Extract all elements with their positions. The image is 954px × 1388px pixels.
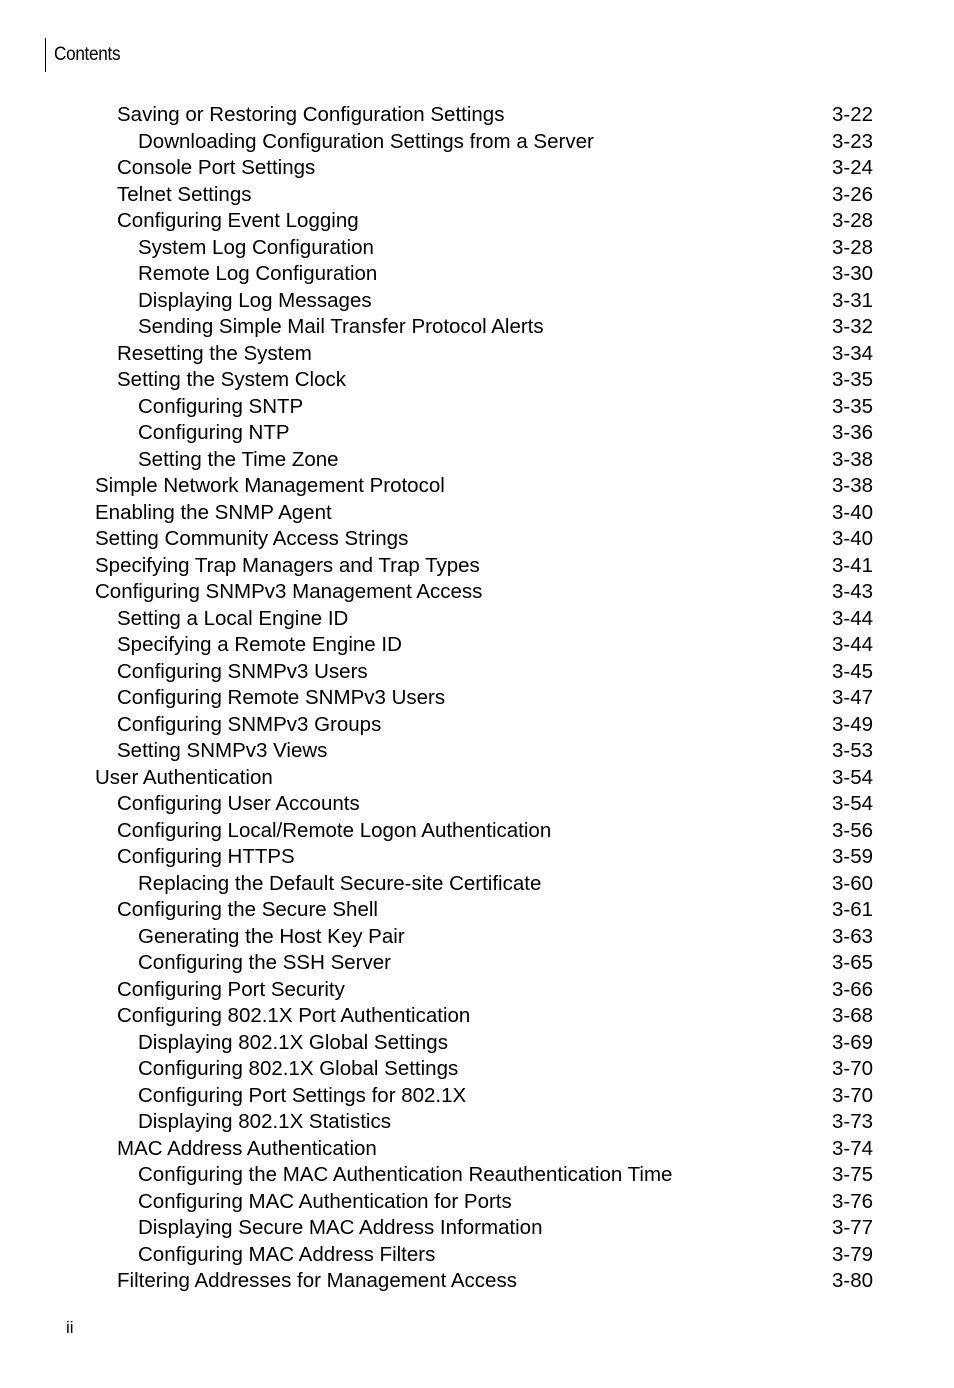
toc-entry [0, 1268, 954, 1295]
toc-entry-page: 3-76 [831, 1189, 873, 1213]
toc-entry-title: Displaying Secure MAC Address Information [138, 1216, 543, 1239]
toc-entry-title: Configuring 802.1X Global Settings [138, 1057, 459, 1080]
toc-entry-title: Saving or Restoring Configuration Settings [117, 103, 505, 126]
toc-entry-page: 3-35 [831, 368, 873, 391]
toc-entry-title: Specifying Trap Managers and Trap Types [95, 553, 480, 577]
toc-entry [0, 844, 954, 871]
toc-entry [0, 367, 954, 394]
toc-entry [0, 473, 954, 500]
toc-entry-page: 3-47 [831, 686, 873, 709]
toc-entry-title: Setting a Local Engine ID [117, 606, 349, 630]
toc-entry-title: Resetting the System [117, 341, 312, 365]
toc-entry [0, 1242, 954, 1269]
toc-entry [0, 579, 954, 606]
toc-entry-title: User Authentication [95, 765, 273, 789]
toc-entry [0, 1136, 954, 1163]
toc-entry [0, 659, 954, 686]
toc-entry-title: MAC Address Authentication [117, 1136, 377, 1160]
footer-page-number: ii [66, 1318, 74, 1337]
toc-entry [0, 420, 954, 447]
toc-entry [0, 500, 954, 527]
toc-entry-page: 3-65 [831, 951, 873, 974]
toc-entry-title: Replacing the Default Secure-site Certificate [138, 871, 542, 895]
toc-entry-page: 3-31 [831, 288, 873, 312]
toc-entry [0, 977, 954, 1004]
toc-entry-page: 3-77 [831, 1216, 873, 1239]
toc-entry [0, 606, 954, 633]
table-of-contents [0, 102, 954, 1295]
toc-entry [0, 288, 954, 315]
toc-entry-page: 3-34 [831, 341, 873, 365]
toc-entry-title: Configuring MAC Address Filters [138, 1242, 436, 1266]
toc-entry-title: System Log Configuration [138, 235, 374, 259]
toc-entry-page: 3-28 [831, 209, 873, 232]
toc-entry-page: 3-70 [831, 1083, 873, 1107]
toc-entry-title: Configuring Port Security [117, 977, 345, 1001]
toc-entry-page: 3-40 [831, 527, 873, 550]
toc-entry [0, 791, 954, 818]
toc-entry-title: Generating the Host Key Pair [138, 924, 405, 948]
toc-entry-title: Configuring Port Settings for 802.1X [138, 1083, 467, 1107]
toc-entry-title: Setting SNMPv3 Views [117, 739, 328, 762]
toc-entry [0, 447, 954, 474]
toc-entry-page: 3-73 [831, 1110, 873, 1133]
toc-entry-page: 3-45 [831, 659, 873, 683]
toc-entry-page: 3-44 [831, 633, 873, 656]
toc-entry [0, 1003, 954, 1030]
toc-entry-title: Displaying 802.1X Statistics [138, 1110, 391, 1133]
toc-entry-title: Configuring Event Logging [117, 209, 359, 232]
toc-entry [0, 1162, 954, 1189]
toc-entry-title: Configuring Remote SNMPv3 Users [117, 686, 446, 709]
toc-entry [0, 685, 954, 712]
toc-entry [0, 341, 954, 368]
toc-entry-page: 3-36 [831, 421, 873, 444]
toc-entry-page: 3-75 [831, 1163, 873, 1186]
toc-entry [0, 897, 954, 924]
toc-entry-title: Configuring Local/Remote Logon Authentication [117, 818, 552, 842]
toc-entry-title: Sending Simple Mail Transfer Protocol Alerts [138, 315, 544, 338]
toc-entry-page: 3-24 [831, 156, 873, 179]
toc-entry-page: 3-74 [831, 1136, 873, 1160]
toc-entry-title: Configuring NTP [138, 421, 290, 444]
toc-entry [0, 712, 954, 739]
toc-entry-page: 3-66 [831, 977, 873, 1001]
toc-entry-title: Displaying Log Messages [138, 288, 372, 312]
toc-entry-page: 3-53 [831, 739, 873, 762]
toc-entry-page: 3-38 [831, 447, 873, 471]
toc-entry-page: 3-61 [831, 898, 873, 921]
toc-entry [0, 1189, 954, 1216]
toc-entry [0, 765, 954, 792]
toc-entry [0, 738, 954, 765]
toc-entry-title: Configuring MAC Authentication for Ports [138, 1189, 512, 1213]
toc-entry-title: Setting the System Clock [117, 368, 347, 391]
toc-entry [0, 129, 954, 156]
toc-entry [0, 314, 954, 341]
toc-entry-title: Filtering Addresses for Management Access [117, 1269, 517, 1292]
toc-entry-title: Displaying 802.1X Global Settings [138, 1030, 448, 1054]
toc-entry-title: Configuring the SSH Server [138, 951, 391, 974]
toc-entry-title: Configuring 802.1X Port Authentication [117, 1004, 471, 1027]
toc-entry-title: Downloading Configuration Settings from a Server [138, 129, 594, 153]
toc-entry-title: Configuring SNMPv3 Users [117, 659, 368, 683]
toc-entry-page: 3-28 [831, 235, 873, 259]
toc-entry [0, 394, 954, 421]
toc-entry [0, 818, 954, 845]
toc-entry-page: 3-70 [831, 1057, 873, 1080]
toc-entry-page: 3-54 [831, 765, 873, 789]
toc-entry [0, 1109, 954, 1136]
toc-entry-title: Configuring User Accounts [117, 792, 360, 815]
toc-entry-title: Enabling the SNMP Agent [95, 500, 332, 524]
toc-entry [0, 155, 954, 182]
toc-entry [0, 1056, 954, 1083]
toc-entry-page: 3-30 [831, 262, 873, 285]
toc-entry-title: Configuring HTTPS [117, 845, 295, 868]
toc-entry [0, 871, 954, 898]
toc-entry-title: Setting Community Access Strings [95, 527, 409, 550]
toc-entry-title: Setting the Time Zone [138, 447, 339, 471]
toc-entry-page: 3-35 [831, 394, 873, 418]
toc-entry-page: 3-23 [831, 129, 873, 153]
toc-entry-title: Configuring the MAC Authentication Reauthentication Time [138, 1163, 673, 1186]
toc-entry-page: 3-69 [831, 1030, 873, 1054]
toc-entry-title: Simple Network Management Protocol [95, 474, 445, 497]
toc-entry-page: 3-44 [831, 606, 873, 630]
toc-entry [0, 553, 954, 580]
toc-entry [0, 208, 954, 235]
header-section-label: Contents [54, 44, 121, 65]
toc-entry [0, 924, 954, 951]
toc-entry-page: 3-54 [831, 792, 873, 815]
toc-entry-page: 3-22 [831, 103, 873, 126]
toc-entry-page: 3-79 [831, 1242, 873, 1266]
toc-entry-title: Telnet Settings [117, 182, 252, 206]
header-rule [45, 38, 46, 72]
toc-entry [0, 182, 954, 209]
toc-entry-page: 3-43 [831, 580, 873, 603]
toc-entry-page: 3-80 [831, 1269, 873, 1292]
toc-entry [0, 261, 954, 288]
toc-entry-page: 3-63 [831, 924, 873, 948]
toc-entry [0, 632, 954, 659]
toc-entry-page: 3-38 [831, 474, 873, 497]
toc-entry [0, 102, 954, 129]
toc-entry-page: 3-41 [831, 553, 873, 577]
toc-entry-page: 3-26 [831, 182, 873, 206]
toc-entry-title: Remote Log Configuration [138, 262, 378, 285]
toc-entry-title: Configuring SNMPv3 Management Access [95, 580, 483, 603]
toc-entry-page: 3-68 [831, 1004, 873, 1027]
toc-entry-title: Console Port Settings [117, 156, 316, 179]
toc-entry-title: Configuring the Secure Shell [117, 898, 378, 921]
toc-entry-title: Specifying a Remote Engine ID [117, 633, 402, 656]
toc-entry [0, 1030, 954, 1057]
toc-entry-title: Configuring SNTP [138, 394, 304, 418]
toc-entry-page: 3-32 [831, 315, 873, 338]
toc-entry [0, 235, 954, 262]
toc-entry [0, 1083, 954, 1110]
toc-entry-page: 3-40 [831, 500, 873, 524]
toc-entry-page: 3-59 [831, 845, 873, 868]
toc-entry [0, 1215, 954, 1242]
toc-entry-page: 3-56 [831, 818, 873, 842]
toc-entry-page: 3-49 [831, 712, 873, 736]
toc-entry-title: Configuring SNMPv3 Groups [117, 712, 382, 736]
toc-entry [0, 950, 954, 977]
toc-entry-page: 3-60 [831, 871, 873, 895]
toc-entry [0, 526, 954, 553]
